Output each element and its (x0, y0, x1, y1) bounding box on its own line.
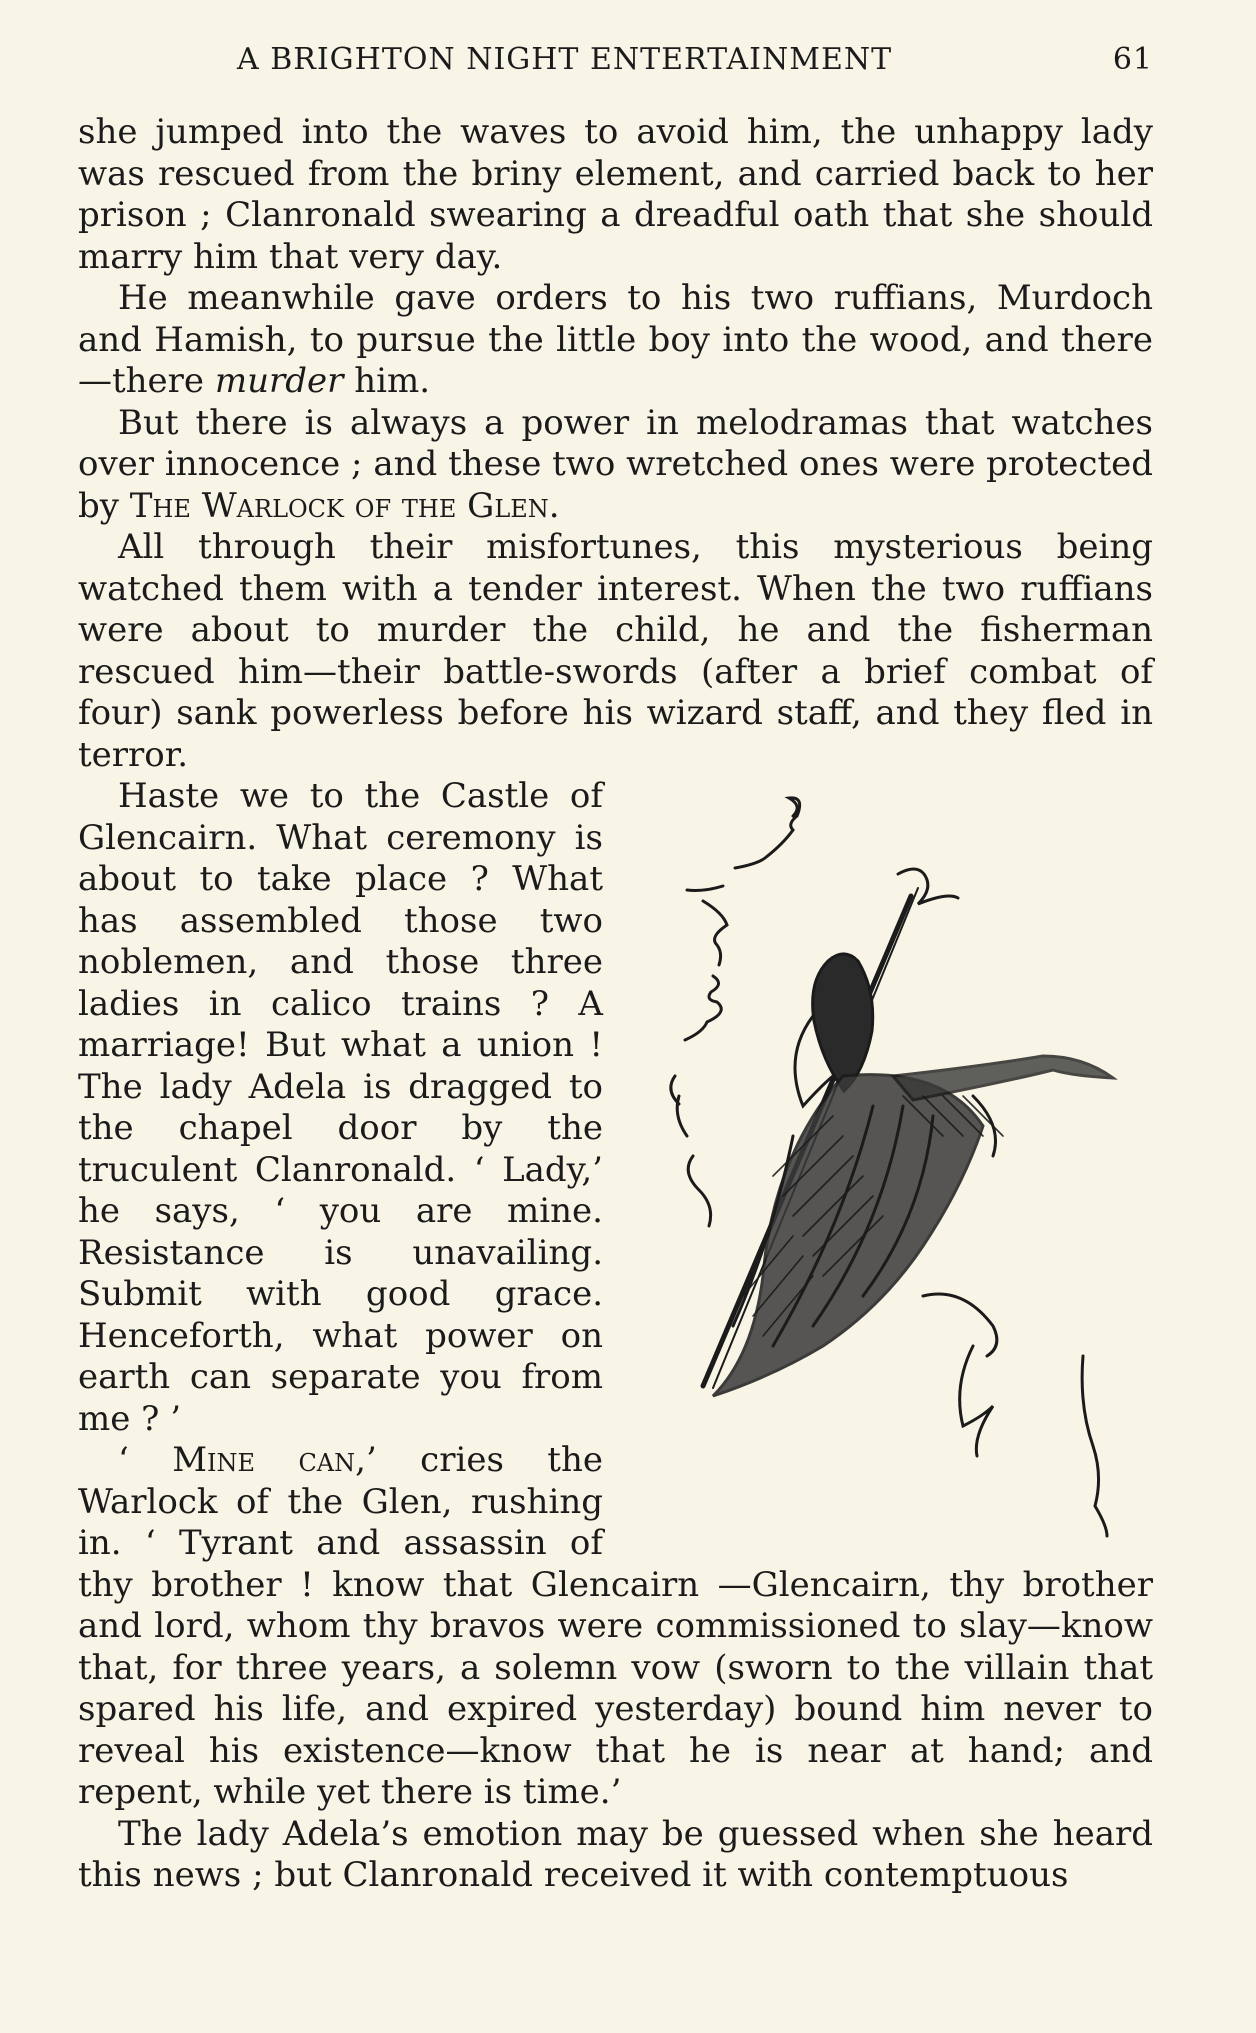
paragraph-5: Haste we to the Castle of Glencairn. What ceremony is about to take place ? What has assembled those two noblemen, and those three ladies in calico trains ? A marriage! But what a union ! The lady Adela is dragged to the chapel door by the truculent Clanronald. ‘ Lady,’ he says, ‘ you are mine. Resistance is unavailing. Submit with good grace. Henceforth, what power on earth can separate you from me ? ’ (78, 776, 603, 1439)
paragraph-1: she jumped into the waves to avoid him, the unhappy lady was rescued from the briny element, and carried back to her prison ; Clanronald swearing a dreadful oath that she should marry him that very day. (78, 112, 1153, 277)
paragraph-4: All through their misfortunes, this mysterious being watched them with a tender interest. When the two ruffians were about to murder the child, he and the fisherman rescued him—their battle-swords (after a brief combat of four) sank powerless before his wizard staff, and they fled in terror. (78, 527, 1153, 775)
warlock-illustration (643, 776, 1153, 1551)
paragraph-7: The lady Adela’s emotion may be guessed when she heard this news ; but Clanronald received it with contemptuous (78, 1813, 1153, 1895)
paragraph-6: ‘ Mine can,’ cries the Warlock of the Glen, rushing in. ‘ Tyrant and assassin of thy brother ! know that Glencairn —Glencairn, thy brother and lord, whom thy bravos were commissioned to slay—know that, for three years, a solemn vow (sworn to the villain that spared his life, and expired yesterday) bound him never to reveal his existence—know that he is near at hand; and repent, while yet there is time.’ (78, 1440, 1153, 1812)
mine-can: Mine can (172, 1440, 356, 1480)
running-title: A BRIGHTON NIGHT ENTERTAINMENT (237, 42, 893, 77)
body-text (78, 112, 1153, 1897)
warlock-drawing (643, 776, 1153, 1551)
running-header (237, 42, 1153, 82)
paragraph-3: But there is always a power in melodramas that watches over innocence ; and these two wretched ones were protected by The Warlock of the Glen. (78, 402, 1153, 526)
emphasis: murder (214, 361, 344, 401)
warlock-name: The Warlock of the Glen (129, 485, 549, 526)
page-number: 61 (1112, 42, 1153, 77)
paragraph-2: He meanwhile gave orders to his two ruffians, Murdoch and Hamish, to pursue the little boy into the wood, and there—there murder him. (78, 278, 1153, 401)
